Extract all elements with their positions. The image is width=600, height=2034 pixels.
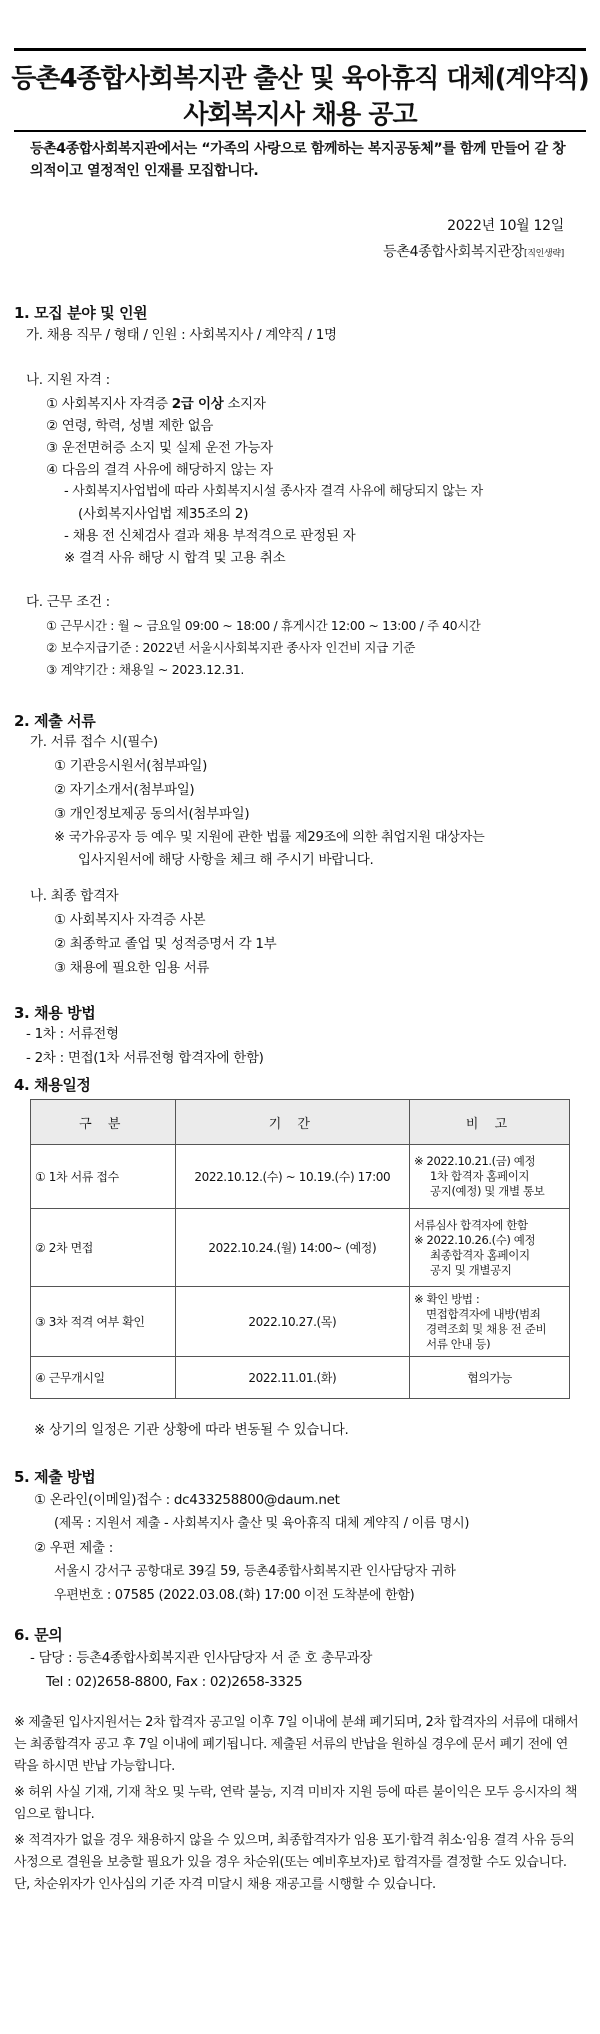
contact-phone: Tel : 02)2658-8800, Fax : 02)2658-3325 [46, 1674, 303, 1690]
doc-item: ③ 개인정보제공 동의서(첨부파일) [54, 806, 250, 822]
job-type: 가. 채용 직무 / 형태 / 인원 : 사회복지사 / 계약직 / 1명 [26, 327, 337, 343]
period-cell: 2022.10.27.(목) [175, 1287, 409, 1357]
doc-item: ② 자기소개서(첨부파일) [54, 782, 195, 798]
top-rule [14, 48, 586, 51]
qualification-item: ④ 다음의 결격 사유에 해당하지 않는 자 [46, 462, 273, 478]
qualification-sub: (사회복지사업법 제35조의 2) [78, 506, 249, 522]
qualification-sub: - 채용 전 신체검사 결과 채용 부적격으로 판정된 자 [64, 528, 356, 544]
section-2-heading: 2. 제출 서류 [14, 712, 96, 730]
qualification-item: ② 연령, 학력, 성별 제한 없음 [46, 418, 214, 434]
qualification-item: ① 사회복지사 자격증 2급 이상 소지자 [46, 396, 266, 412]
section-6-heading: 6. 문의 [14, 1626, 63, 1644]
section-3-heading: 3. 채용 방법 [14, 1004, 96, 1022]
period-cell: 2022.11.01.(화) [175, 1357, 409, 1399]
schedule-footnote: ※ 상기의 일정은 기관 상황에 따라 변동될 수 있습니다. [34, 1422, 349, 1438]
note-cell: 서류심사 합격자에 한함 ※ 2022.10.26.(수) 예정 최종합격자 홈페이지 공지 및 개별공지 [410, 1209, 570, 1287]
column-header: 기 간 [175, 1100, 409, 1145]
period-cell: 2022.10.24.(월) 14:00~ (예정) [175, 1209, 409, 1287]
intro-paragraph: 등촌4종합사회복지관에서는 “가족의 사랑으로 함께하는 복지공동체”를 함께 만들어 갈 창의적이고 열정적인 인재를 모집합니다. [30, 141, 566, 179]
final-doc-item: ③ 채용에 필요한 임용 서류 [54, 960, 210, 976]
submit-method-detail: (제목 : 지원서 제출 - 사회복지사 출산 및 육아휴직 대체 계약직 / 이름 명시) [54, 1516, 470, 1531]
final-doc-item: ① 사회복지사 자격증 사본 [54, 912, 206, 928]
page-title-line1: 등촌4종합사회복지관 출산 및 육아휴직 대체(계약직) [11, 64, 589, 94]
doc-item: ① 기관응시원서(첨부파일) [54, 758, 208, 774]
qualification-label: 나. 지원 자격 : [26, 372, 110, 388]
submit-method: ② 우편 제출 : [34, 1540, 113, 1556]
selection-step: - 1차 : 서류전형 [26, 1026, 119, 1042]
section-5-heading: 5. 제출 방법 [14, 1468, 96, 1486]
condition-item: ② 보수지급기준 : 2022년 서울시사회복지관 종사자 인건비 지급 기준 [46, 640, 416, 655]
schedule-table [30, 1099, 570, 1399]
table-row [31, 1357, 570, 1399]
column-header: 구 분 [31, 1100, 176, 1145]
qualification-item: ③ 운전면허증 소지 및 실제 운전 가능자 [46, 440, 273, 456]
selection-step: - 2차 : 면접(1차 서류전형 합격자에 한함) [26, 1050, 264, 1066]
section-1-heading: 1. 모집 분야 및 인원 [14, 304, 148, 322]
condition-item: ① 근무시간 : 월 ~ 금요일 09:00 ~ 18:00 / 휴게시간 12:00 ~ 13:00 / 주 40시간 [46, 619, 481, 633]
table-header-row [31, 1100, 570, 1145]
qualification-sub: ※ 결격 사유 해당 시 합격 및 고용 취소 [64, 550, 286, 566]
submit-postal: 우편번호 : 07585 (2022.03.08.(화) 17:00 이전 도착분에 한함) [54, 1588, 415, 1603]
title-underline [14, 130, 586, 132]
announce-date: 2022년 10월 12일 [447, 218, 564, 234]
notice-note: ※ 허위 사실 기재, 기재 착오 및 누락, 연락 불능, 지격 미비자 지원 등에 따른 불이익은 모두 응시자의 책임으로 합니다. [14, 1785, 578, 1822]
stage-cell: ④ 근무개시일 [31, 1357, 176, 1399]
submit-address: 서울시 강서구 공항대로 39길 59, 등촌4종합사회복지관 인사담당자 귀하 [54, 1564, 456, 1579]
table-row [31, 1145, 570, 1209]
table-row [31, 1209, 570, 1287]
notice-note: ※ 제출된 입사지원서는 2차 합격자 공고일 이후 7일 이내에 분쇄 폐기되며, 2차 합격자의 서류에 대해서는 최종합격자 공고 후 7일 이내에 폐기됩니다. 제출된 서류의 반납을 원하실 경우에 문서 폐기 전에 연락을 하시면 반납 가능합니다. [14, 1715, 579, 1774]
doc-note: ※ 국가유공자 등 예우 및 지원에 관한 법률 제29조에 의한 취업지원 대상자는 [54, 830, 485, 845]
conditions-label: 다. 근무 조건 : [26, 594, 110, 610]
note-cell: ※ 2022.10.21.(금) 예정 1차 합격자 홈페이지 공지(예정) 및 개별 통보 [410, 1145, 570, 1209]
doc-note: 입사지원서에 해당 사항을 체크 해 주시기 바랍니다. [78, 852, 374, 868]
stage-cell: ② 2차 면접 [31, 1209, 176, 1287]
qualification-sub: - 사회복지사업법에 따라 사회복지시설 종사자 결격 사유에 해당되지 않는 자 [64, 484, 483, 499]
contact-person: - 담당 : 등촌4종합사회복지관 인사담당자 서 준 호 총무과장 [30, 1650, 373, 1666]
notice-note: ※ 적격자가 없을 경우 채용하지 않을 수 있으며, 최종합격자가 임용 포기·합격 취소·임용 결격 사유 등의 사정으로 결원을 보충할 필요가 있을 경우 차순위(또는 예비후보자)로 합격자를 결정할 수도 있습니다. 단, 차순위자가 인사심의 기준 자격 미달시 채용 재공고를 시행할 수 있습니다. [14, 1833, 575, 1892]
docs-required-label: 가. 서류 접수 시(필수) [30, 734, 158, 750]
page-title-line2: 사회복지사 채용 공고 [183, 100, 417, 130]
stage-cell: ① 1차 서류 접수 [31, 1145, 176, 1209]
stage-cell: ③ 3차 적격 여부 확인 [31, 1287, 176, 1357]
section-4-heading: 4. 채용일정 [14, 1076, 91, 1094]
final-docs-label: 나. 최종 합격자 [30, 888, 119, 904]
note-cell: ※ 확인 방법 : 면접합격자에 내방(범죄 경력조회 및 채용 전 준비 서류 안내 등) [410, 1287, 570, 1357]
period-cell: 2022.10.12.(수) ~ 10.19.(수) 17:00 [175, 1145, 409, 1209]
submit-method: ① 온라인(이메일)접수 : dc433258800@daum.net [34, 1492, 340, 1508]
note-cell: 협의가능 [410, 1357, 570, 1399]
condition-item: ③ 계약기간 : 채용일 ~ 2023.12.31. [46, 662, 245, 677]
signer: 등촌4종합사회복지관장[직인생략] [383, 244, 564, 260]
table-row [31, 1287, 570, 1357]
final-doc-item: ② 최종학교 졸업 및 성적증명서 각 1부 [54, 936, 277, 952]
column-header: 비 고 [410, 1100, 570, 1145]
seal-omitted: [직인생략] [524, 249, 564, 259]
